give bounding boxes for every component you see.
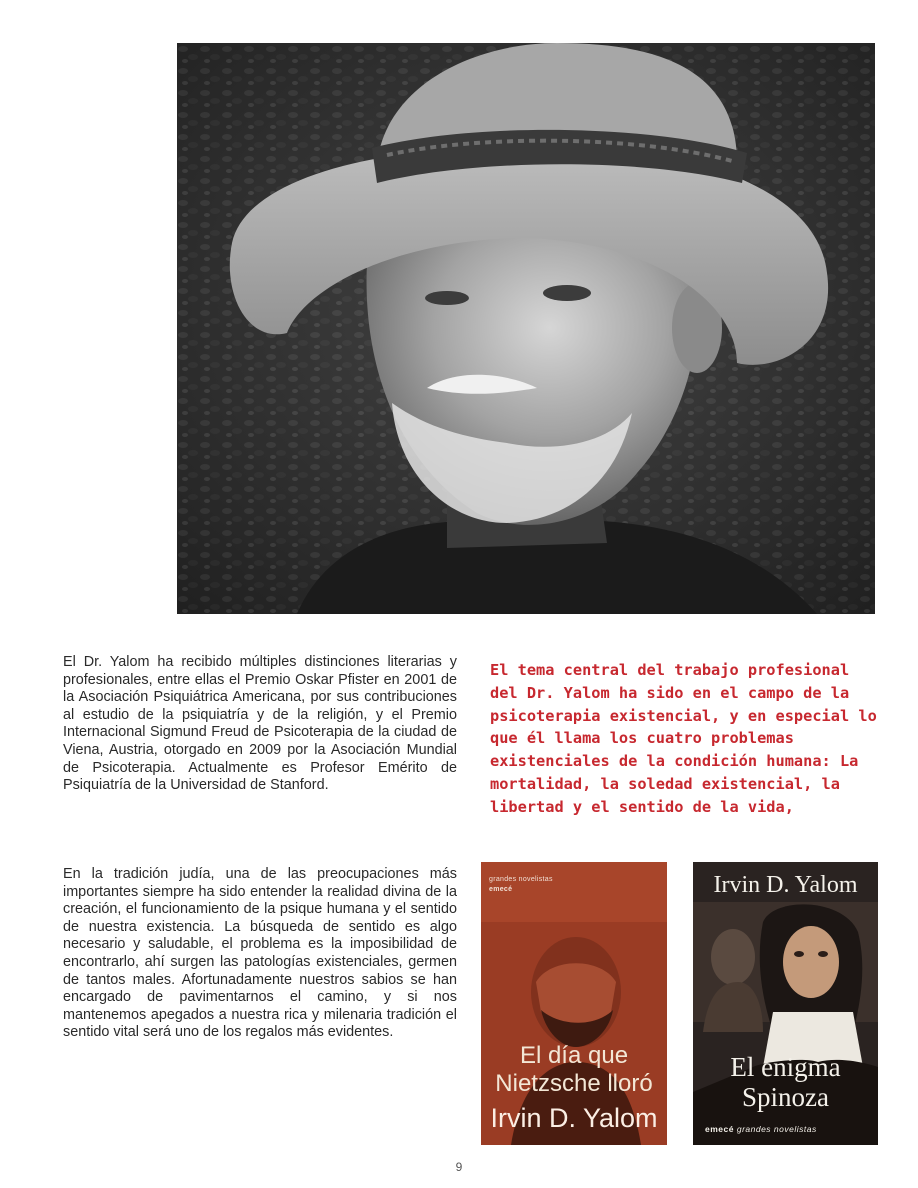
nietzsche-title-line1: El día que <box>519 1042 629 1069</box>
nietzsche-series-label: grandes novelistas <box>489 876 553 883</box>
spinoza-title-line2: Spinoza <box>742 1082 829 1112</box>
body-paragraph-distinctions: El Dr. Yalom ha recibido múltiples distinciones literarias y profesionales, entre ellas el Premio Oskar Pfister en 2001 de la Asociación Psiquiátrica Americana, por sus contribuciones al estudio de la psiquiatría y de la religión, y el Premio Internacional Sigmund Freud de Psicoterapia de la ciudad de Viena, Austria, otorgado en 2009 por la Asociación Mundial de Psicoterapia. Actualmente es Profesor Emérito de Psiquiatría de la Universidad de Stanford. <box>63 654 457 794</box>
nietzsche-publisher-label: emecé <box>489 886 513 893</box>
page-number: 9 <box>455 1160 463 1174</box>
spinoza-imprint <box>705 1124 817 1134</box>
portrait-illustration <box>177 43 875 614</box>
spinoza-author: Irvin D. Yalom <box>713 872 858 898</box>
nietzsche-author: Irvin D. Yalom <box>490 1103 658 1133</box>
book-cover-spinoza <box>693 862 878 1145</box>
author-portrait-photo <box>177 43 875 614</box>
spinoza-publisher: emecé <box>705 1124 734 1134</box>
body-paragraph-tradition: En la tradición judía, una de las preocupaciones más importantes siempre ha sido entender la realidad divina de la creación, el funcionamiento de la psique humana y el sentido de nuestra existencia. La búsqueda de sentido es algo necesario y saludable, el problema es la imposibilidad de encontrarlo, ahí surgen las patologías existenciales, germen de tantos males. Afortunadamente nuestros sabios se han encargado de pavimentarnos el camino, y si nos mantenemos apegados a nuestra rica y milenaria tradición el sentido vital será uno de los regalos más evidentes. <box>63 866 457 1041</box>
book-cover-nietzsche <box>481 862 667 1145</box>
spinoza-series: grandes novelistas <box>736 1124 817 1134</box>
pull-quote: El tema central del trabajo profesional del Dr. Yalom ha sido en el campo de la psicoterapia existencial, y en especial lo que él llama los cuatro problemas existenciales de la condición humana: La mortalidad, la soledad existencial, la libertad y el sentido de la vida, <box>490 661 877 816</box>
spinoza-title-line1: El enigma <box>730 1052 841 1082</box>
nietzsche-title-line2: Nietzsche lloró <box>495 1070 653 1097</box>
